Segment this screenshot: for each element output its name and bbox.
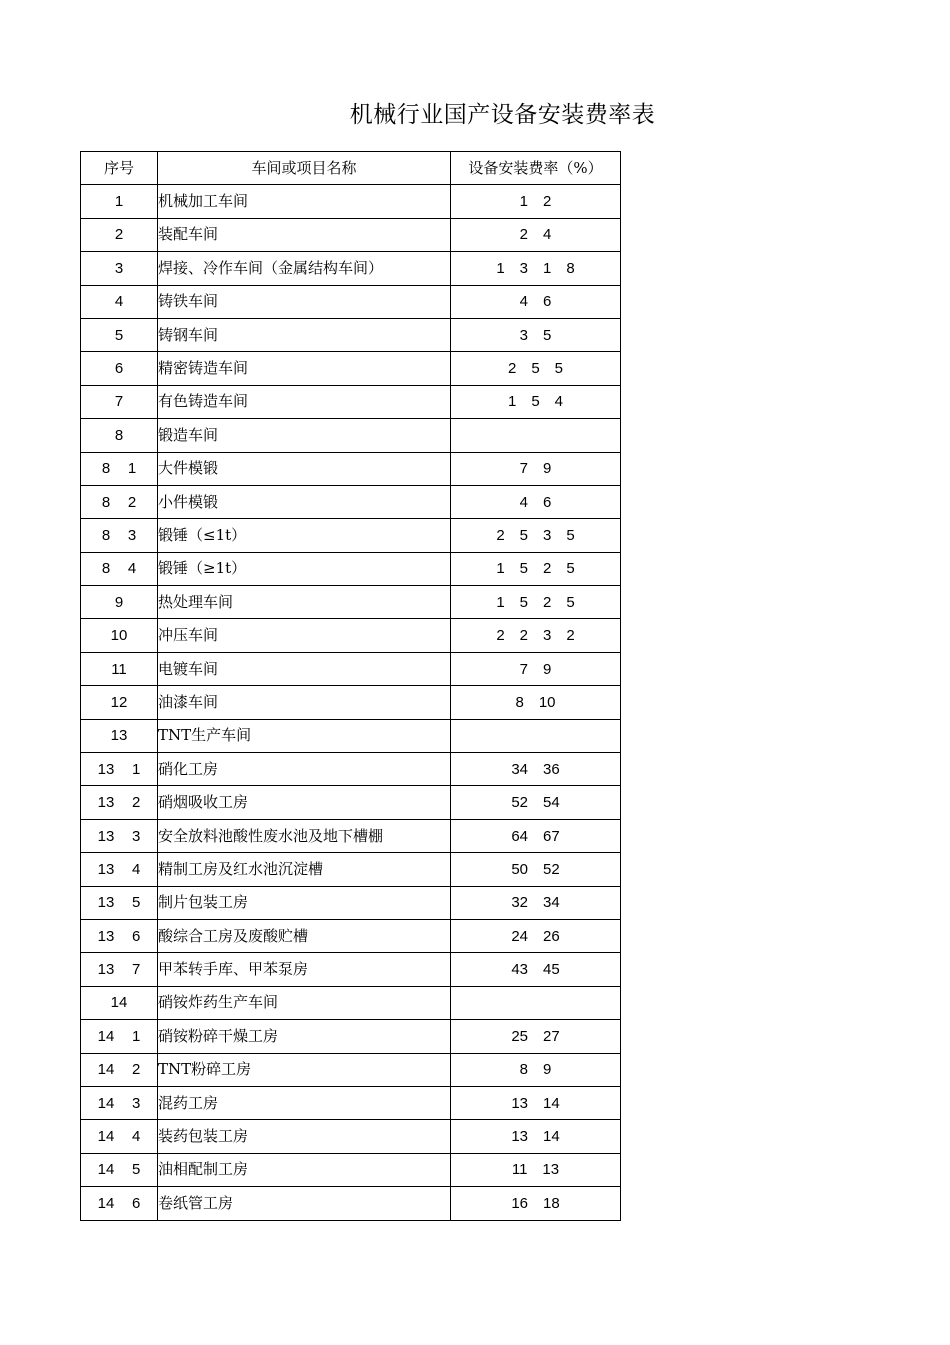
row-serial-number <box>81 252 158 285</box>
row-serial-number <box>81 352 158 385</box>
row-workshop-name: 锻锤（≤1t） <box>158 519 451 552</box>
row-serial-main: 8 <box>114 426 124 444</box>
row-installation-rate: 16 18 <box>451 1187 621 1220</box>
row-serial-number <box>81 385 158 418</box>
row-serial-main: 14 <box>97 1094 115 1112</box>
row-installation-rate: 1 5 2 5 <box>451 586 621 619</box>
row-serial-main: 8 <box>101 526 111 544</box>
row-serial-main: 2 <box>114 226 124 244</box>
row-serial-sub: 3 <box>132 1094 141 1112</box>
row-serial-number <box>81 853 158 886</box>
table-row <box>81 1053 621 1086</box>
table-row <box>81 586 621 619</box>
table-row <box>81 552 621 585</box>
row-installation-rate: 8 10 <box>451 686 621 719</box>
row-serial-main: 13 <box>110 727 128 745</box>
table-row <box>81 185 621 218</box>
table-row <box>81 318 621 351</box>
row-serial-number <box>81 218 158 251</box>
row-installation-rate: 4 6 <box>451 485 621 518</box>
row-serial-main: 12 <box>110 693 128 711</box>
row-installation-rate: 2 5 3 5 <box>451 519 621 552</box>
row-serial-number <box>81 986 158 1019</box>
row-serial-main: 14 <box>97 1027 115 1045</box>
row-serial-number <box>81 552 158 585</box>
row-serial-number <box>81 485 158 518</box>
installation-rate-table <box>80 151 621 1221</box>
row-serial-main: 9 <box>114 593 124 611</box>
row-serial-main: 14 <box>97 1061 115 1079</box>
row-serial-number <box>81 1086 158 1119</box>
table-row <box>81 519 621 552</box>
table-body <box>81 152 621 1221</box>
row-serial-main: 13 <box>97 927 115 945</box>
row-serial-number <box>81 819 158 852</box>
row-workshop-name: 混药工房 <box>158 1086 451 1119</box>
row-serial-number <box>81 919 158 952</box>
row-workshop-name: 冲压车间 <box>158 619 451 652</box>
row-installation-rate <box>451 419 621 452</box>
row-workshop-name: 铸钢车间 <box>158 318 451 351</box>
table-row <box>81 1020 621 1053</box>
row-serial-number <box>81 1153 158 1186</box>
row-serial-number <box>81 786 158 819</box>
row-serial-number <box>81 1187 158 1220</box>
row-serial-sub: 2 <box>127 493 137 511</box>
row-workshop-name: 小件模锻 <box>158 485 451 518</box>
row-serial-sub: 6 <box>132 927 141 945</box>
row-serial-main: 13 <box>97 961 115 979</box>
table-row <box>81 819 621 852</box>
row-installation-rate: 4 6 <box>451 285 621 318</box>
row-serial-sub: 4 <box>127 560 137 578</box>
table-row <box>81 352 621 385</box>
row-serial-main: 11 <box>111 660 127 678</box>
row-installation-rate: 8 9 <box>451 1053 621 1086</box>
row-installation-rate: 11 13 <box>451 1153 621 1186</box>
row-serial-number <box>81 419 158 452</box>
table-row <box>81 886 621 919</box>
row-workshop-name: 油相配制工房 <box>158 1153 451 1186</box>
row-serial-main: 14 <box>110 994 128 1012</box>
row-serial-main: 6 <box>114 360 124 378</box>
row-serial-sub: 7 <box>132 961 141 979</box>
row-serial-main: 14 <box>97 1161 115 1179</box>
row-installation-rate: 13 14 <box>451 1120 621 1153</box>
row-workshop-name: 硝烟吸收工房 <box>158 786 451 819</box>
table-row <box>81 853 621 886</box>
row-serial-sub: 3 <box>127 526 137 544</box>
row-workshop-name: 锻造车间 <box>158 419 451 452</box>
row-serial-main: 5 <box>114 326 124 344</box>
table-row <box>81 252 621 285</box>
row-workshop-name: 酸综合工房及废酸贮槽 <box>158 919 451 952</box>
row-workshop-name: 制片包装工房 <box>158 886 451 919</box>
table-row <box>81 719 621 752</box>
document-title: 机械行业国产设备安装费率表 <box>349 102 656 128</box>
row-installation-rate: 7 9 <box>451 452 621 485</box>
table-row <box>81 986 621 1019</box>
table-row <box>81 619 621 652</box>
row-serial-number <box>81 719 158 752</box>
table-row <box>81 919 621 952</box>
row-serial-main: 14 <box>97 1128 115 1146</box>
row-serial-number <box>81 652 158 685</box>
row-serial-sub: 2 <box>132 794 141 812</box>
row-workshop-name: 焊接、冷作车间（金属结构车间） <box>158 252 451 285</box>
row-serial-sub: 6 <box>132 1194 141 1212</box>
row-workshop-name: TNT生产车间 <box>158 719 451 752</box>
header-serial-number: 序号 <box>81 152 158 185</box>
table-header-row <box>81 152 621 185</box>
row-serial-sub: 1 <box>132 760 141 778</box>
row-serial-main: 4 <box>114 293 124 311</box>
row-serial-main: 13 <box>97 794 115 812</box>
row-serial-main: 3 <box>114 259 124 277</box>
row-installation-rate: 64 67 <box>451 819 621 852</box>
row-workshop-name: 机械加工车间 <box>158 185 451 218</box>
row-installation-rate: 1 5 4 <box>451 385 621 418</box>
row-workshop-name: 精密铸造车间 <box>158 352 451 385</box>
row-serial-number <box>81 1053 158 1086</box>
row-workshop-name: 安全放料池酸性废水池及地下槽棚 <box>158 819 451 852</box>
table-row <box>81 953 621 986</box>
table-row <box>81 1187 621 1220</box>
row-workshop-name: 油漆车间 <box>158 686 451 719</box>
row-serial-main: 13 <box>97 894 115 912</box>
row-serial-main: 10 <box>110 627 128 645</box>
table-row <box>81 1120 621 1153</box>
row-serial-main: 1 <box>114 193 124 211</box>
row-installation-rate: 1 3 1 8 <box>451 252 621 285</box>
row-serial-main: 14 <box>97 1194 115 1212</box>
header-installation-rate: 设备安装费率（%） <box>451 152 621 185</box>
row-workshop-name: 大件模锻 <box>158 452 451 485</box>
row-serial-sub: 4 <box>132 860 141 878</box>
row-installation-rate: 1 5 2 5 <box>451 552 621 585</box>
row-serial-number <box>81 285 158 318</box>
row-installation-rate: 2 4 <box>451 218 621 251</box>
row-workshop-name: 铸铁车间 <box>158 285 451 318</box>
row-installation-rate: 34 36 <box>451 753 621 786</box>
row-serial-number <box>81 1020 158 1053</box>
table-row <box>81 652 621 685</box>
table-row <box>81 452 621 485</box>
row-installation-rate: 43 45 <box>451 953 621 986</box>
row-serial-main: 8 <box>101 460 111 478</box>
row-installation-rate: 2 5 5 <box>451 352 621 385</box>
row-serial-main: 8 <box>101 560 111 578</box>
row-workshop-name: 锻锤（≥1t） <box>158 552 451 585</box>
row-installation-rate: 52 54 <box>451 786 621 819</box>
row-serial-main: 8 <box>101 493 111 511</box>
row-serial-number <box>81 318 158 351</box>
row-serial-main: 13 <box>97 860 115 878</box>
row-workshop-name: 装药包装工房 <box>158 1120 451 1153</box>
row-installation-rate: 32 34 <box>451 886 621 919</box>
row-workshop-name: 装配车间 <box>158 218 451 251</box>
row-serial-main: 7 <box>114 393 124 411</box>
table-row <box>81 686 621 719</box>
table-row <box>81 419 621 452</box>
row-workshop-name: 卷纸管工房 <box>158 1187 451 1220</box>
table-row <box>81 485 621 518</box>
row-installation-rate: 50 52 <box>451 853 621 886</box>
row-serial-sub: 4 <box>132 1128 141 1146</box>
row-serial-number <box>81 686 158 719</box>
row-installation-rate: 3 5 <box>451 318 621 351</box>
row-workshop-name: 硝化工房 <box>158 753 451 786</box>
row-serial-sub: 2 <box>132 1061 141 1079</box>
row-workshop-name: 电镀车间 <box>158 652 451 685</box>
row-serial-number <box>81 953 158 986</box>
row-serial-number <box>81 619 158 652</box>
row-installation-rate: 1 2 <box>451 185 621 218</box>
row-installation-rate: 24 26 <box>451 919 621 952</box>
row-serial-number <box>81 519 158 552</box>
row-serial-sub: 3 <box>132 827 141 845</box>
row-serial-sub: 5 <box>132 894 141 912</box>
row-workshop-name: 硝铵炸药生产车间 <box>158 986 451 1019</box>
row-installation-rate: 25 27 <box>451 1020 621 1053</box>
row-serial-sub: 1 <box>127 460 137 478</box>
row-workshop-name: 热处理车间 <box>158 586 451 619</box>
table-row <box>81 1086 621 1119</box>
row-serial-number <box>81 452 158 485</box>
table-row <box>81 1153 621 1186</box>
row-installation-rate <box>451 986 621 1019</box>
table-row <box>81 385 621 418</box>
table-row <box>81 285 621 318</box>
row-serial-main: 13 <box>97 760 115 778</box>
table-row <box>81 753 621 786</box>
row-serial-number <box>81 886 158 919</box>
row-installation-rate: 2 2 3 2 <box>451 619 621 652</box>
row-installation-rate: 13 14 <box>451 1086 621 1119</box>
row-serial-sub: 5 <box>132 1161 141 1179</box>
row-serial-number <box>81 753 158 786</box>
row-serial-number <box>81 586 158 619</box>
row-serial-sub: 1 <box>132 1027 141 1045</box>
row-workshop-name: 硝铵粉碎干燥工房 <box>158 1020 451 1053</box>
row-serial-number <box>81 1120 158 1153</box>
row-workshop-name: 甲苯转手库、甲苯泵房 <box>158 953 451 986</box>
row-serial-number <box>81 185 158 218</box>
row-workshop-name: TNT粉碎工房 <box>158 1053 451 1086</box>
row-workshop-name: 精制工房及红水池沉淀槽 <box>158 853 451 886</box>
row-workshop-name: 有色铸造车间 <box>158 385 451 418</box>
table-row <box>81 786 621 819</box>
header-workshop-name: 车间或项目名称 <box>158 152 451 185</box>
table-row <box>81 218 621 251</box>
row-installation-rate: 7 9 <box>451 652 621 685</box>
row-installation-rate <box>451 719 621 752</box>
row-serial-main: 13 <box>97 827 115 845</box>
